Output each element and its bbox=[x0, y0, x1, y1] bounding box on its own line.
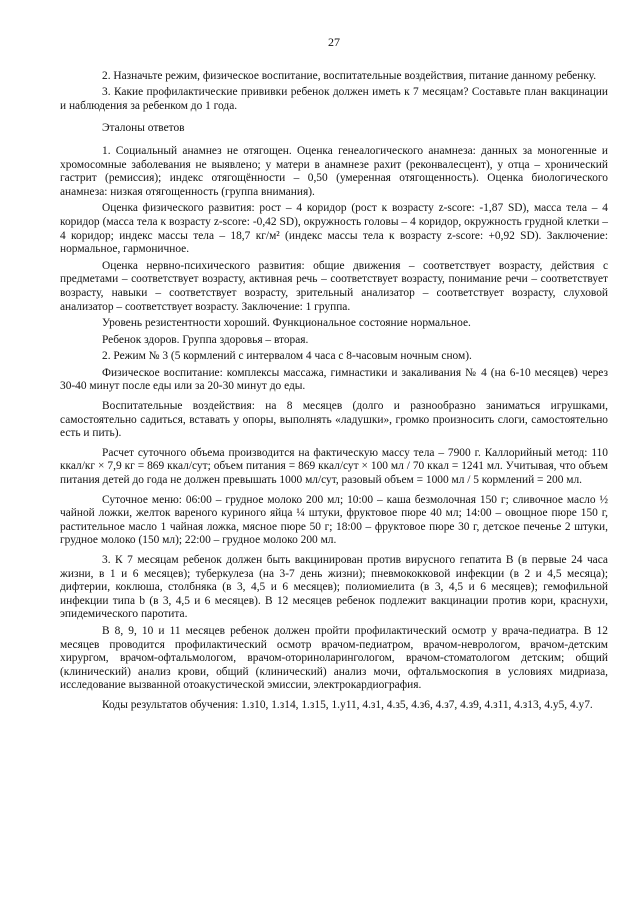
document-page bbox=[60, 36, 608, 713]
answer-paragraph-checkups: В 8, 9, 10 и 11 месяцев ребенок должен пройти профилактический осмотр у врача-педиатра. В 12 месяцев проводится профилактический осмотр врачом-педиатром, врачом-неврологом, врачом-детским хирургом, врачом-офтальмологом, врачом-оториноларингологом, врачом-стоматологом детским; общий (клинический) анализ крови, общий (клинический) анализ мочи, офтальмоскопия в условиях мидриаза, исследование вызванной отоакустической эмиссии, электрокардиография. bbox=[60, 624, 608, 692]
answer-paragraph-daily-menu: Суточное меню: 06:00 – грудное молоко 200 мл; 10:00 – каша безмолочная 150 г; сливочное масло ½ чайной ложки, желток вареного куриного яйца ¼ штуки, фруктовое пюре 40 мл; 14:00 – овощное пюре 150 г, растительное масло 1 чайная ложка, мясное пюре 50 г; 18:00 – фруктовое пюре 30 г, детское печенье 2 штуки, грудное молоко (150 мл); 22:00 – грудное молоко 200 мл. bbox=[60, 493, 608, 547]
question-3: 3. Какие профилактические прививки ребенок должен иметь к 7 месяцам? Составьте план вакцинации и наблюдения за ребенком до 1 года. bbox=[60, 86, 608, 112]
question-2: 2. Назначьте режим, физическое воспитание, воспитательные воздействия, питание данному ребенку. bbox=[102, 69, 597, 82]
answers-heading: Эталоны ответов bbox=[102, 122, 185, 135]
answer-paragraph-regime: 2. Режим № 3 (5 кормлений с интервалом 4 часа с 8-часовым ночным сном). bbox=[102, 350, 472, 363]
answer-paragraph-physical-development: Оценка физического развития: рост – 4 коридор (рост к возрасту z-score: -1,87 SD), масса тела – 4 коридор (масса тела к возрасту z-score: -0,42 SD), окружность головы – 4 коридор, окружность грудной клетки – 4 коридор; индекс массы тела – 18,7 кг/м² (индекс массы тела к возрасту z-score: +0,92 SD). Заключение: нормальное, гармоничное. bbox=[60, 202, 608, 256]
answer-paragraph-educational-influence: Воспитательные воздействия: на 8 месяцев (долго и разнообразно заниматься игрушками, самостоятельно садиться, вставать у опоры, выполнять «ладушки», громко произносить слоги, самостоятельно есть и пить). bbox=[60, 400, 608, 440]
learning-outcome-codes: Коды результатов обучения: 1.з10, 1.з14, 1.з15, 1.у11, 4.з1, 4.з5, 4.з6, 4.з7, 4.з9, 4.з11, 4.з13, 4.у5, 4.у7. bbox=[102, 698, 593, 711]
answer-paragraph-resistance: Уровень резистентности хороший. Функциональное состояние нормальное. bbox=[102, 317, 471, 330]
answer-paragraph-physical-education: Физическое воспитание: комплексы массажа, гимнастики и закаливания № 4 (на 6-10 месяцев) через 30-40 минут после еды или за 20-30 минут до еды. bbox=[60, 366, 608, 393]
answer-paragraph-neuro-development: Оценка нервно-психического развития: общие движения – соответствует возрасту, действия с предметами – соответствует возрасту, активная речь – соответствует возрасту, понимание речи – соответствует возрасту, навыки – соответствует возрасту, зрительный анализатор – соответствует возрасту, слуховой анализатор – соответствует возрасту. Заключение: 1 группа. bbox=[60, 259, 608, 313]
answer-paragraph-health-group: Ребенок здоров. Группа здоровья – вторая. bbox=[102, 333, 309, 346]
answer-paragraph-vaccination: 3. К 7 месяцам ребенок должен быть вакцинирован против вирусного гепатита В (в первые 24 часа жизни, в 1 и 6 месяцев); туберкулеза (на 3-7 день жизни); пневмококковой инфекции (в 2 и 4,5 месяца); дифтерии, коклюша, столбняка (в 3, 4,5 и 6 месяцев); полиомиелита (в 3, 4,5 и 6 месяцев); гемофильной инфекции типа b (в 3, 4,5 и 6 месяцев). В 12 месяцев ребенок подлежит вакцинации против кори, краснухи, эпидемического паротита. bbox=[60, 554, 608, 621]
page-number: 27 bbox=[328, 35, 340, 49]
answer-paragraph-daily-volume: Расчет суточного объема производится на фактическую массу тела – 7900 г. Каллорийный метод: 110 ккал/кг × 7,9 кг = 869 ккал/сут; объем питания = 869 ккал/сут × 100 мл / 70 ккал = 1241 мл. Учитывая, что объем питания детей до года не должен превышать 1000 мл/сут, разовый объем = 1000 мл / 5 кормлений = 200 мл. bbox=[60, 446, 608, 487]
answer-paragraph-social-anamnesis: 1. Социальный анамнез не отягощен. Оценка генеалогического анамнеза: данных за моногенные и хромосомные заболевания не выявлено; у матери в анамнезе рахит (реконвалесцент), у отца – хронический гастрит (ремиссия); индекс отягощённости – 0,50 (умеренная отягощенность). Оценка биологического анамнеза: низкая отягощенность (группа внимания). bbox=[60, 144, 608, 198]
